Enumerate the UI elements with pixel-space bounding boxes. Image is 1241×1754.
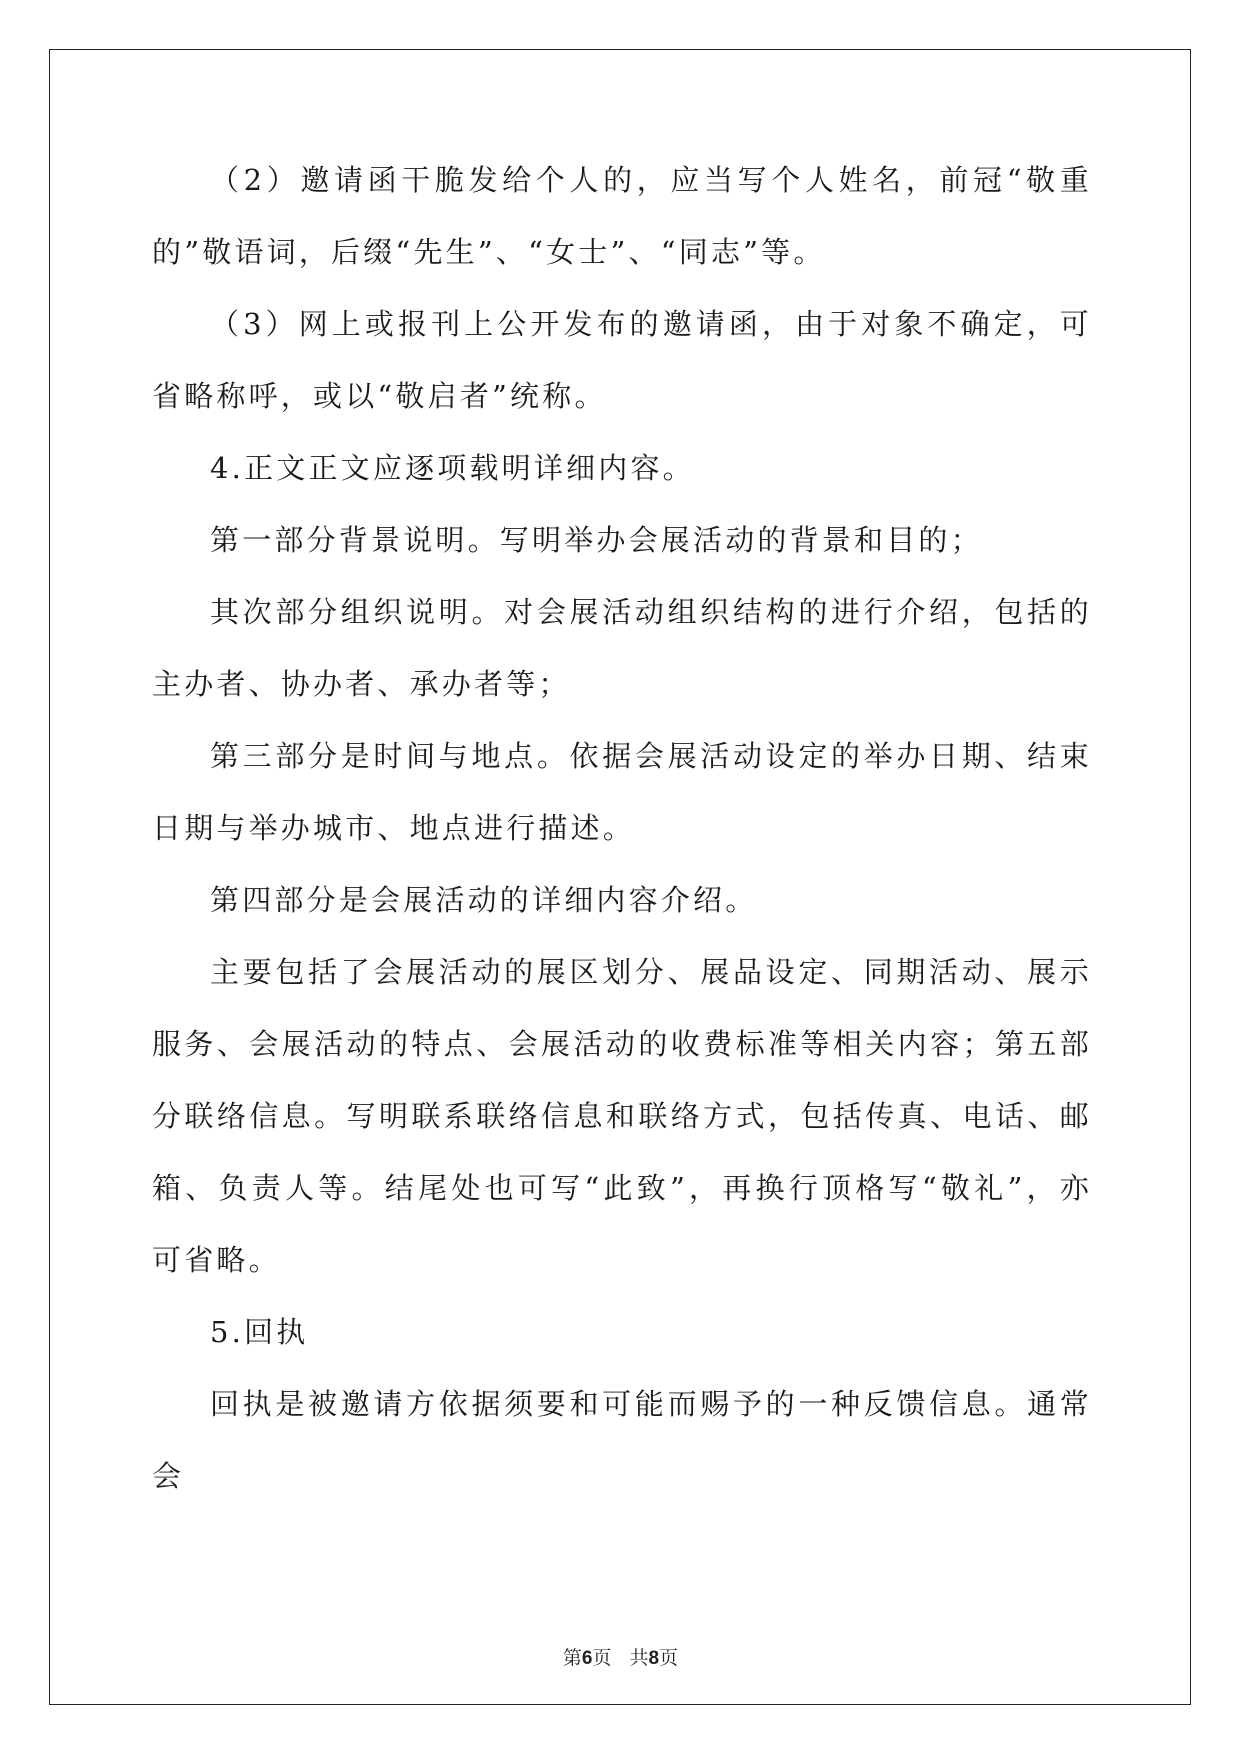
paragraph-recipient-individual: （2）邀请函干脆发给个人的，应当写个人姓名，前冠“敬重的”敬语词，后缀“先生”、“女士”、“同志”等。 bbox=[152, 163, 1092, 269]
paragraph-section-receipt: 5.回执 bbox=[210, 1315, 309, 1349]
paragraph-receipt-description: 回执是被邀请方依据须要和可能而赐予的一种反馈信息。通常会 bbox=[152, 1387, 1092, 1493]
document-body bbox=[152, 144, 1092, 1512]
paragraph-part-four: 第四部分是会展活动的详细内容介绍。 bbox=[210, 883, 758, 917]
footer-total-pages: 8 bbox=[648, 1648, 660, 1669]
footer-total-suffix: 页 bbox=[659, 1647, 679, 1669]
paragraph-part-two: 其次部分组织说明。对会展活动组织结构的进行介绍，包括的主办者、协办者、承办者等； bbox=[152, 595, 1092, 701]
page-footer bbox=[0, 1646, 1241, 1671]
footer-page-prefix: 第 bbox=[562, 1647, 582, 1669]
paragraph-recipient-public: （3）网上或报刊上公开发布的邀请函，由于对象不确定，可省略称呼，或以“敬启者”统称。 bbox=[152, 307, 1092, 413]
footer-page-suffix: 页 bbox=[592, 1647, 612, 1669]
footer-page-number: 6 bbox=[581, 1648, 593, 1669]
paragraph-part-one: 第一部分背景说明。写明举办会展活动的背景和目的； bbox=[210, 523, 983, 557]
paragraph-part-four-details: 主要包括了会展活动的展区划分、展品设定、同期活动、展示服务、会展活动的特点、会展活动的收费标准等相关内容；第五部分联络信息。写明联系联络信息和联络方式，包括传真、电话、邮箱、负责人等。结尾处也可写“此致”，再换行顶格写“敬礼”，亦可省略。 bbox=[152, 955, 1092, 1277]
paragraph-part-three: 第三部分是时间与地点。依据会展活动设定的举办日期、结束日期与举办城市、地点进行描述。 bbox=[152, 739, 1092, 845]
paragraph-section-body: 4.正文正文应逐项载明详细内容。 bbox=[210, 451, 695, 485]
footer-total-prefix: 共 bbox=[629, 1647, 649, 1669]
